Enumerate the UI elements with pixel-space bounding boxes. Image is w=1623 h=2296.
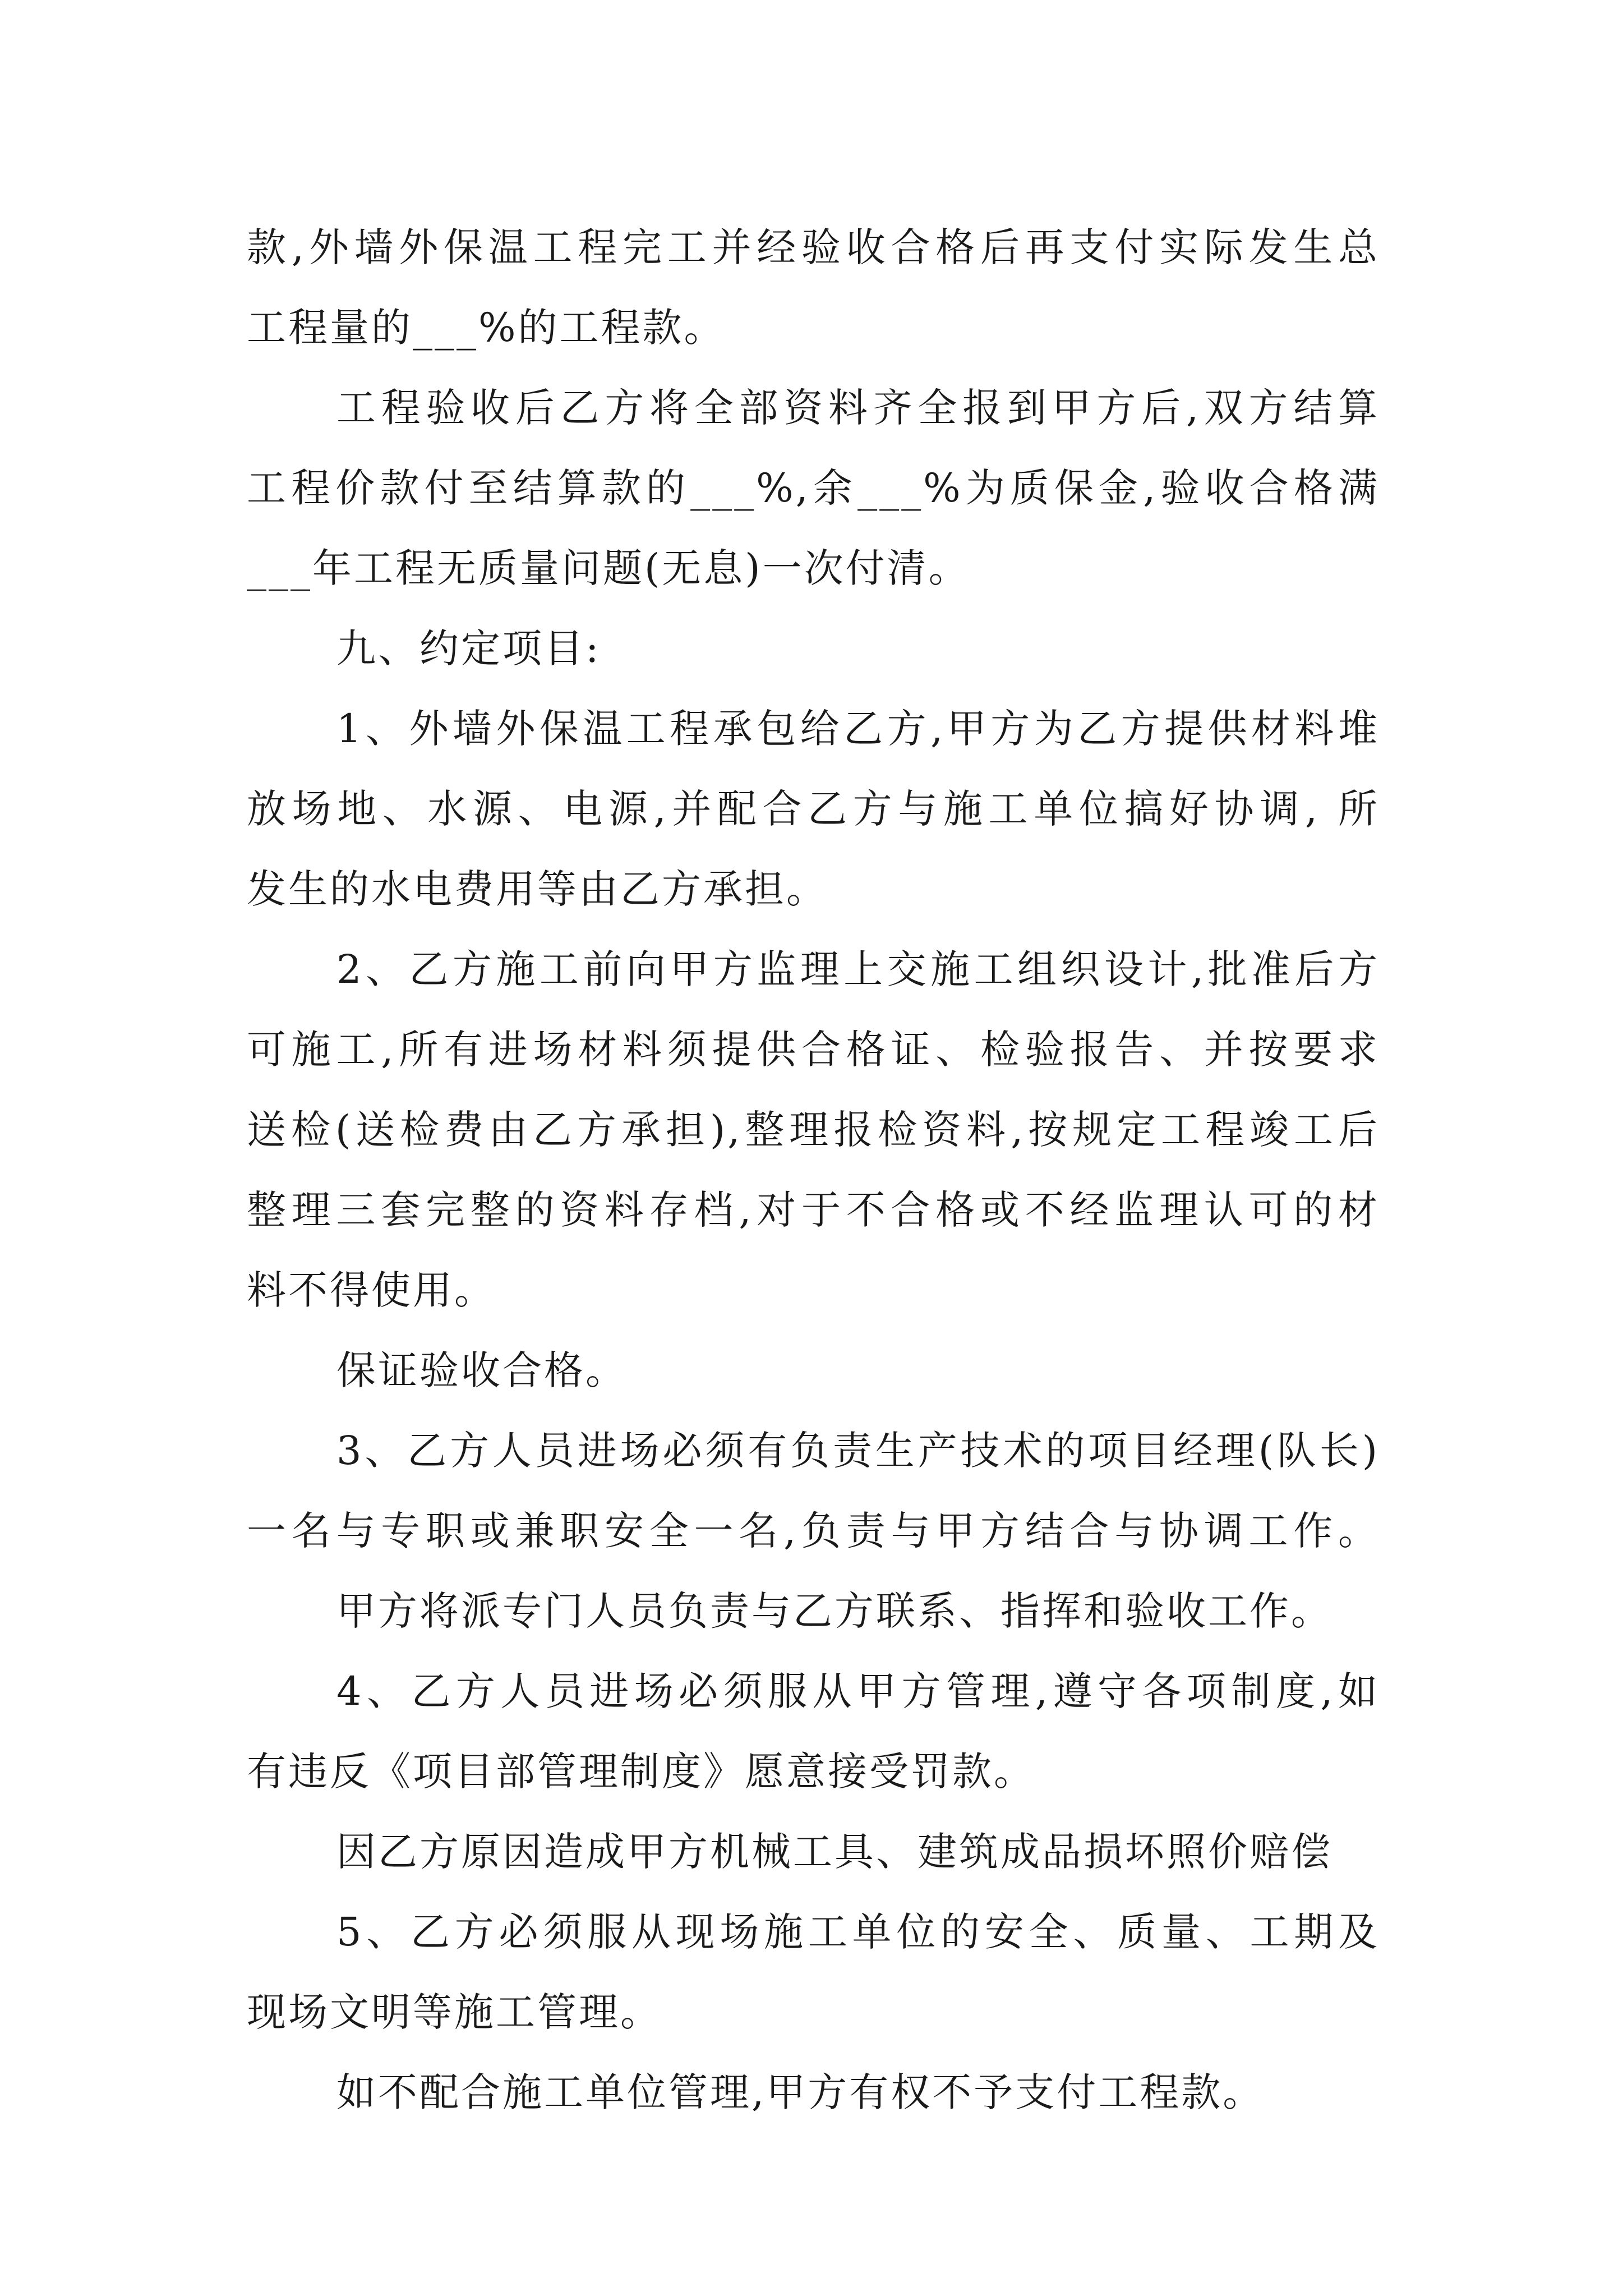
text-line: 1、外墙外保温工程承包给乙方,甲方为乙方提供材料堆 (336, 706, 1380, 752)
text-line: 有违反《项目部管理制度》愿意接受罚款。 (247, 1749, 1035, 1795)
text-line: 因乙方原因造成甲方机械工具、建筑成品损坏照价赔偿 (336, 1829, 1332, 1875)
text-line: 整理三套完整的资料存档,对于不合格或不经监理认可的材 (247, 1187, 1380, 1233)
text-line: 现场文明等施工管理。 (247, 1989, 662, 2035)
text-line: 工程量的___%的工程款。 (247, 305, 726, 351)
text-line: 可施工,所有进场材料须提供合格证、检验报告、并按要求 (247, 1027, 1380, 1073)
text-line: 如不配合施工单位管理,甲方有权不予支付工程款。 (336, 2069, 1265, 2115)
text-line: 料不得使用。 (247, 1267, 496, 1313)
text-line: 保证验收合格。 (336, 1347, 627, 1393)
text-line: 发生的水电费用等由乙方承担。 (247, 866, 828, 912)
text-line: 3、乙方人员进场必须有负责生产技术的项目经理(队长) (336, 1428, 1380, 1474)
text-line: 工程验收后乙方将全部资料齐全报到甲方后,双方结算 (336, 385, 1380, 431)
text-line: 一名与专职或兼职安全一名,负责与甲方结合与协调工作。 (247, 1508, 1380, 1554)
text-line: 放场地、水源、电源,并配合乙方与施工单位搞好协调, 所 (247, 786, 1380, 832)
text-line: 2、乙方施工前向甲方监理上交施工组织设计,批准后方 (336, 946, 1380, 992)
text-line: 5、乙方必须服从现场施工单位的安全、质量、工期及 (336, 1909, 1380, 1955)
contract-body (247, 208, 1380, 2133)
text-line: 工程价款付至结算款的___%,余___%为质保金,验收合格满 (247, 465, 1380, 511)
text-line: 送检(送检费由乙方承担),整理报检资料,按规定工程竣工后 (247, 1107, 1380, 1153)
text-line: 甲方将派专门人员负责与乙方联系、指挥和验收工作。 (336, 1588, 1332, 1634)
text-line: ___年工程无质量问题(无息)一次付清。 (247, 545, 970, 591)
text-line: 4、乙方人员进场必须服从甲方管理,遵守各项制度,如 (336, 1668, 1380, 1714)
section-heading: 九、约定项目: (336, 625, 601, 671)
text-line: 款,外墙外保温工程完工并经验收合格后再支付实际发生总 (247, 224, 1380, 270)
